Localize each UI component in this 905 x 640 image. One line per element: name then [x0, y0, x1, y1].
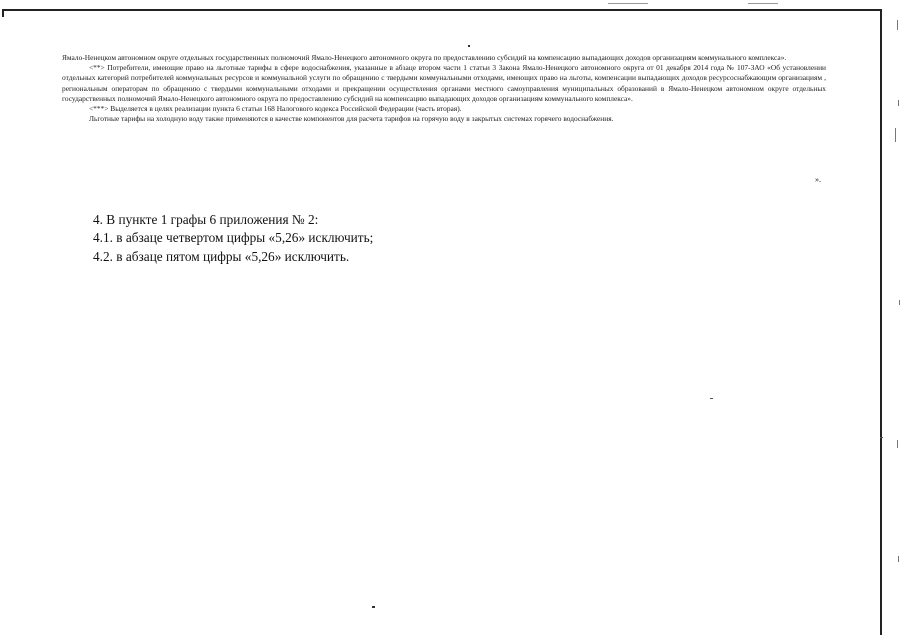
footnotes-block [62, 53, 826, 124]
margin-tick [897, 20, 898, 30]
scan-faint-line [608, 3, 648, 4]
scan-speck [372, 606, 375, 608]
footnote-triple-asterisk: <***> Выделяется в целях реализации пункта 6 статьи 168 Налогового кодекса Российской Федерации (часть вторая). [89, 104, 462, 114]
margin-dot [880, 437, 883, 438]
amendments-block [93, 211, 373, 266]
amendment-item-4: 4. В пункте 1 графы 6 приложения № 2: [93, 212, 319, 227]
footnote-double-asterisk: <**> Потребители, имеющие право на льготные тарифы в сфере водоснабжения, указанные в абзаце втором части 1 статьи 3 Закона Ямало-Ненецкого автономного округа от 01 декабря 2014 года № 107-ЗАО «Об установлении отдельных категорий потребителей коммунальных ресурсов и коммунальной услуги по обращению с твердыми коммунальными отходами, имеющих право на льготы, компенсации выпадающих доходов ресурсоснабжающим организациям , региональным операторам по обращению с твердыми коммунальными отходами и прекращении осуществления органами местного самоуправления муниципальных образований в Ямало-Ненецком автономном округе отдельных государственных полномочий Ямало-Ненецкого автономного округа по предоставлению субсидий на компенсацию выпадающих доходов организациям коммунального комплекса». [62, 63, 826, 103]
scan-border-left-mark [2, 9, 4, 17]
margin-dot [710, 398, 713, 399]
amendment-item-4-2: 4.2. в абзаце пятом цифры «5,26» исключить. [93, 248, 350, 264]
margin-tick [898, 100, 899, 106]
footnote-continuation: Ямало-Ненецком автономном округе отдельных государственных полномочий Ямало-Ненецкого автономного округа по предоставлению субсидий на компенсацию выпадающих доходов организациям коммунального комплекса». [62, 53, 787, 62]
margin-tick [897, 440, 898, 448]
closing-quote: ». [815, 175, 821, 184]
hot-water-note: Льготные тарифы на холодную воду также применяются в качестве компонентов для расчета тарифов на горячую воду в закрытых системах горячего водоснабжения. [89, 114, 614, 124]
scan-faint-line [748, 3, 778, 4]
scan-border-top [2, 9, 880, 11]
scan-border-right [880, 9, 882, 635]
scan-speck [468, 45, 470, 47]
margin-tick [898, 556, 899, 562]
margin-tick [899, 300, 900, 305]
margin-tick [895, 128, 896, 142]
amendment-item-4-1: 4.1. в абзаце четвертом цифры «5,26» исключить; [93, 230, 374, 246]
